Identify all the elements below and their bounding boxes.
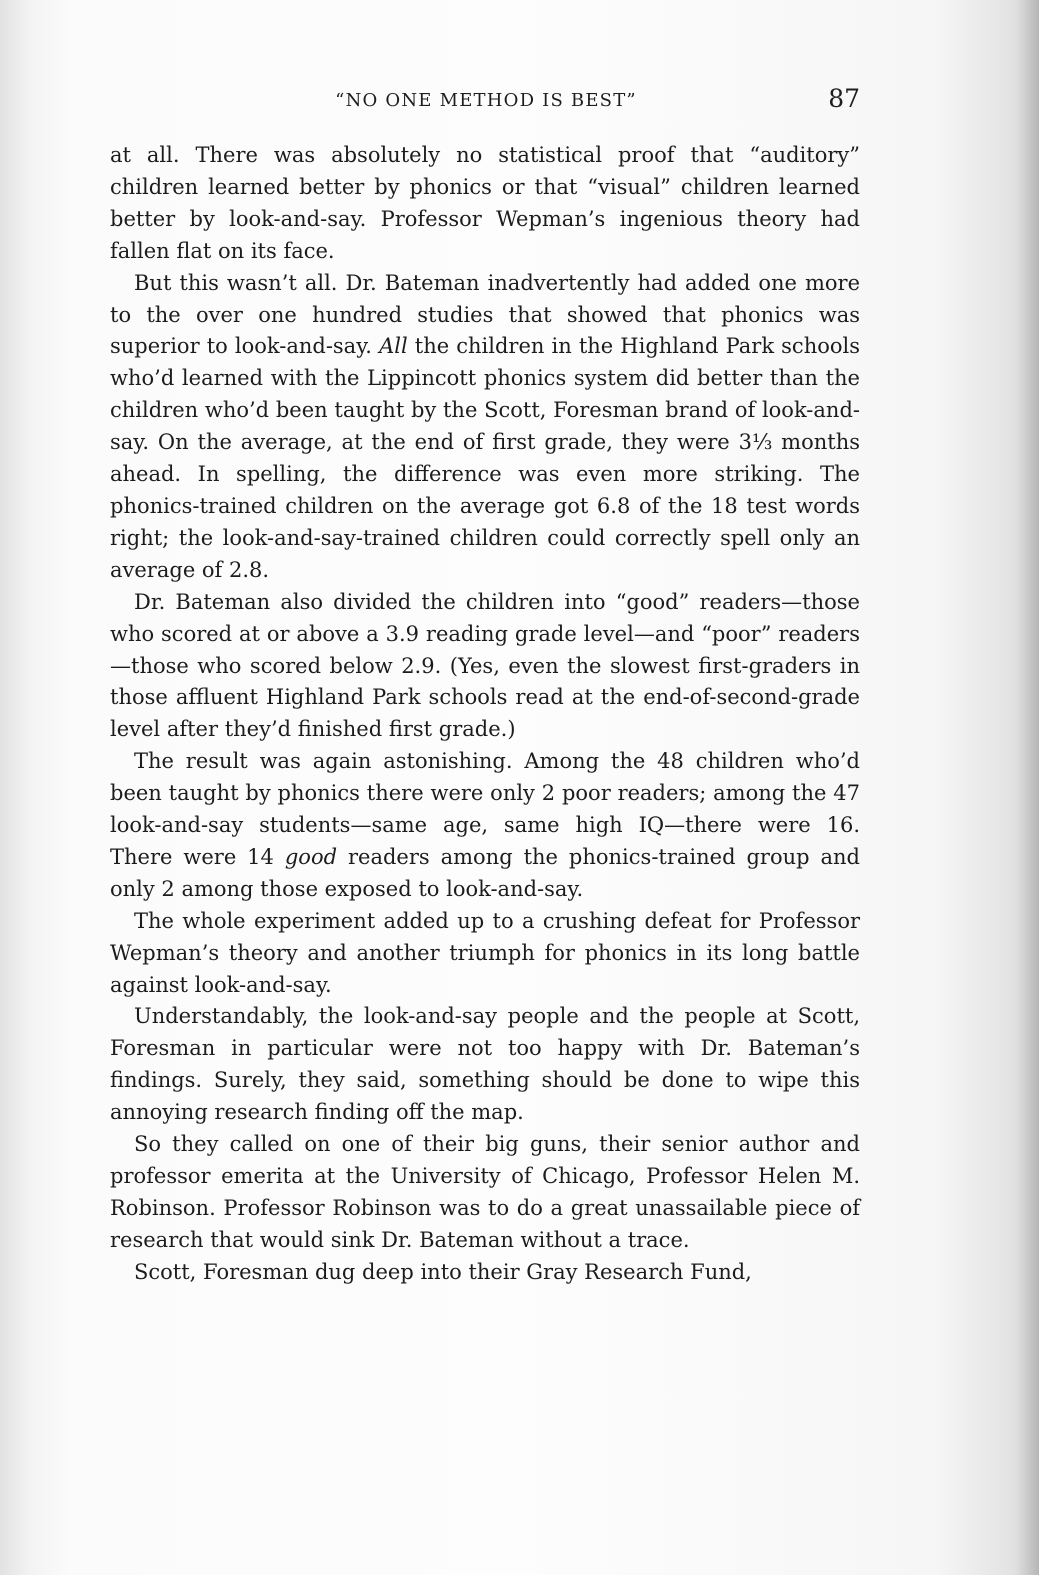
- paragraph-5: The whole experiment added up to a crushing defeat for Professor Wepman’s theory and another triumph for phonics in its long battle against look-and-say.: [110, 908, 860, 997]
- paragraph-4: [110, 746, 860, 906]
- page-number: 87: [828, 84, 860, 113]
- paragraph-2: [110, 268, 860, 587]
- paragraph-8: Scott, Foresman dug deep into their Gray Research Fund,: [134, 1259, 752, 1284]
- paragraph-7: So they called on one of their big guns, their senior author and professor emerita at the University of Chicago, Professor Helen M. Robinson. Professor Robinson was to do a great unassailable piece of research that would sink Dr. Bateman without a trace.: [110, 1132, 860, 1252]
- body-text: [110, 140, 860, 1289]
- paragraph-2-text-a: But this wasn’t all. Dr. Bateman inadvertently had added one more to the over one hundred studies that showed that phonics was superior to look-and-say.: [110, 270, 860, 359]
- paragraph-4-text-b: readers among the phonics-trained group and only 2 among those exposed to look-and-say.: [110, 844, 860, 901]
- paragraph-3: Dr. Bateman also divided the children into “good” readers—those who scored at or above a 3.9 reading grade level—and “poor” readers—those who scored below 2.9. (Yes, even the slowest first-graders in those affluent Highland Park schools read at the end-of-second-grade level after they’d finished first grade.): [110, 589, 860, 742]
- paragraph-2-emphasis: All: [379, 334, 408, 359]
- running-head: “NO ONE METHOD IS BEST”: [335, 90, 637, 111]
- page-header: [112, 86, 860, 118]
- paragraph-1: at all. There was absolutely no statistical proof that “auditory” children learned better by phonics or that “visual” children learned better by look-and-say. Professor Wepman’s ingenious theory had fallen flat on its face.: [110, 143, 860, 263]
- paragraph-6: Understandably, the look-and-say people and the people at Scott, Foresman in particular were not too happy with Dr. Bateman’s findings. Surely, they said, something should be done to wipe this annoying research finding off the map.: [110, 1004, 860, 1125]
- paragraph-2-text-b: the children in the Highland Park schools who’d learned with the Lippincott phonics system did better than the children who’d been taught by the Scott, Foresman brand of look-and-say. On the average, at the end of first grade, they were 3⅓ months ahead. In spelling, the difference was even more striking. The phonics-trained children on the average got 6.8 of the 18 test words right; the look-and-say-trained children could correctly spell only an average of 2.8.: [110, 334, 860, 582]
- paragraph-4-text-a: The result was again astonishing. Among the 48 children who’d been taught by phonics there were only 2 poor readers; among the 47 look-and-say students—same age, same high IQ—there were 16. There were 14: [110, 749, 860, 869]
- paragraph-4-emphasis: good: [284, 844, 338, 869]
